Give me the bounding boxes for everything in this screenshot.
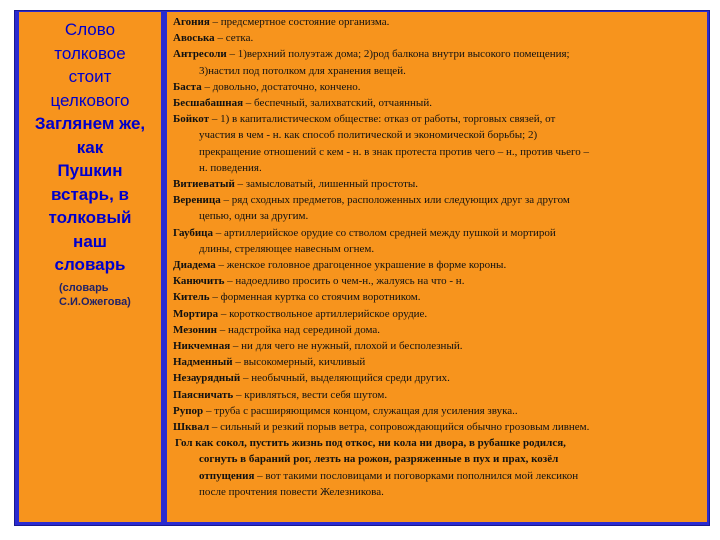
glossary-entry bbox=[173, 306, 703, 322]
entry-term: Рупор bbox=[173, 404, 204, 417]
entry-definition: – довольно, достаточно, кончено. bbox=[201, 80, 361, 93]
glossary-entry bbox=[173, 354, 703, 370]
entry-term: Никчемная bbox=[173, 340, 231, 353]
entry-line bbox=[173, 273, 703, 289]
proverb-text: – вот такими пословицами и поговорками пополнился мой лексикон bbox=[254, 469, 579, 482]
entry-definition: – женское головное драгоценное украшение в форме короны. bbox=[215, 259, 507, 272]
quote-line: как bbox=[76, 137, 104, 157]
entry-definition: – короткоствольное артиллерийское орудие. bbox=[218, 307, 428, 320]
quote-line: толковое bbox=[54, 43, 126, 63]
quote-line: Заглянем же, bbox=[34, 114, 146, 133]
entry-term: Баста bbox=[173, 80, 202, 93]
proverbs-paragraph bbox=[173, 435, 703, 500]
entry-term: Китель bbox=[173, 291, 210, 304]
proverb-line: согнуть в бараний рог, лезть на рожон, разряженные в пух и прах, козёл bbox=[199, 453, 559, 466]
entry-definition: – беспечный, залихватский, отчаянный. bbox=[243, 97, 432, 110]
entry-term: Шквал bbox=[173, 421, 210, 434]
quote-line: стоит bbox=[68, 67, 112, 86]
entry-term: Канючить bbox=[173, 275, 225, 288]
glossary-entry bbox=[173, 387, 703, 403]
glossary-entry bbox=[173, 79, 703, 95]
entry-term: Вереница bbox=[173, 194, 221, 207]
entry-term: Паясничать bbox=[173, 388, 234, 401]
entry-line bbox=[173, 192, 703, 208]
entry-term: Авоська bbox=[173, 32, 215, 45]
entry-definition: – 1)верхний полуэтаж дома; 2)род балкона внутри высокого помещения; bbox=[226, 48, 570, 61]
entry-definition: – кривляться, вести себя шутом. bbox=[233, 388, 388, 401]
entry-line bbox=[173, 419, 703, 435]
entry-line bbox=[173, 257, 703, 273]
entry-term: Агония bbox=[173, 16, 210, 28]
quote-line: Пушкин bbox=[57, 161, 123, 180]
entry-continuation: длины, стреляющее навесным огнем. bbox=[199, 242, 375, 255]
entry-definition: – форменная куртка со стоячим воротником. bbox=[209, 291, 421, 304]
entry-continuation: цепью, одни за другим. bbox=[199, 210, 309, 223]
glossary-panel bbox=[167, 12, 707, 522]
entry-definition: – высокомерный, кичливый bbox=[232, 356, 366, 369]
proverb-line: после прочтения повести Железникова. bbox=[199, 485, 384, 498]
entry-term: Мезонин bbox=[173, 323, 217, 336]
entry-continuation: участия в чем - н. как способ политической и экономической борьбы; 2) bbox=[199, 129, 538, 142]
entry-line bbox=[173, 46, 703, 62]
glossary-entry bbox=[173, 111, 703, 176]
glossary-entry bbox=[173, 273, 703, 289]
epigraph-quote bbox=[19, 18, 161, 277]
entry-line bbox=[173, 338, 703, 354]
glossary-entry bbox=[173, 176, 703, 192]
entry-line bbox=[173, 225, 703, 241]
glossary-entry bbox=[173, 225, 703, 257]
entry-definition: – замысловатый, лишенный простоты. bbox=[234, 178, 419, 191]
glossary-entry bbox=[173, 338, 703, 354]
entry-line bbox=[173, 387, 703, 403]
proverb-line: Гол как сокол, пустить жизнь под откос, ни кола ни двора, в рубашке родился, bbox=[175, 437, 566, 450]
glossary-entry bbox=[173, 95, 703, 111]
entry-line bbox=[173, 30, 703, 46]
glossary-entry bbox=[173, 46, 703, 78]
proverb-line bbox=[173, 468, 703, 484]
entry-term: Надменный bbox=[173, 356, 233, 369]
entry-definition: – надоедливо просить о чем-н., жалуясь на что - н. bbox=[224, 275, 465, 288]
quote-line: целкового bbox=[50, 90, 130, 110]
entry-line bbox=[173, 79, 703, 95]
proverb-term: отпущения bbox=[199, 469, 255, 482]
entry-line bbox=[173, 14, 703, 30]
glossary-entry bbox=[173, 14, 703, 30]
source-line: (словарь bbox=[59, 281, 109, 294]
entry-continuation: н. поведения. bbox=[199, 161, 262, 174]
entry-definition: – сетка. bbox=[214, 32, 254, 45]
entry-line bbox=[173, 322, 703, 338]
entry-definition: – 1) в капиталистическом обществе: отказ от работы, торговых связей, от bbox=[209, 113, 556, 126]
entry-definition: – надстройка над серединой дома. bbox=[217, 323, 381, 336]
entry-term: Гаубица bbox=[173, 226, 214, 239]
entry-continuation: прекращение отношений с кем - н. в знак протеста против чего – н., против чьего – bbox=[199, 145, 589, 158]
quote-line: встарь, в bbox=[51, 184, 129, 204]
entry-definition: – ни для чего не нужный, плохой и бесполезный. bbox=[230, 340, 463, 353]
entry-line bbox=[173, 289, 703, 305]
entry-term: Бойкот bbox=[173, 113, 210, 126]
epigraph-source bbox=[19, 281, 161, 309]
entry-term: Антресоли bbox=[173, 48, 227, 61]
quote-line: Слово bbox=[64, 20, 116, 39]
entry-line bbox=[173, 176, 703, 192]
entry-term: Мортира bbox=[173, 307, 219, 320]
entry-definition: – артиллерийское орудие со стволом средней между пушкой и мортирой bbox=[213, 226, 556, 239]
entry-term: Диадема bbox=[173, 259, 216, 272]
entry-term: Незаурядный bbox=[173, 372, 241, 385]
glossary-entry bbox=[173, 192, 703, 224]
entry-line bbox=[173, 403, 703, 419]
quote-line: словарь bbox=[54, 255, 126, 274]
entry-term: Витиеватый bbox=[173, 178, 235, 191]
entry-definition: – предсмертное состояние организма. bbox=[209, 16, 390, 28]
entry-line bbox=[173, 370, 703, 386]
entry-definition: – необычный, выделяющийся среди других. bbox=[240, 372, 450, 385]
entry-line bbox=[173, 354, 703, 370]
entry-definition: – труба с расширяющимся концом, служащая для усиления звука.. bbox=[203, 404, 518, 417]
glossary-entry bbox=[173, 370, 703, 386]
epigraph-panel bbox=[19, 12, 161, 522]
quote-line: наш bbox=[73, 231, 107, 251]
glossary-entry bbox=[173, 257, 703, 273]
entry-term: Бесшабашная bbox=[173, 97, 244, 110]
glossary-list bbox=[173, 14, 703, 435]
glossary-entry bbox=[173, 419, 703, 435]
entry-definition: – сильный и резкий порыв ветра, сопровождающийся обычно грозовым ливнем. bbox=[209, 421, 590, 434]
quote-line: толковый bbox=[48, 208, 132, 227]
entry-continuation: 3)настил под потолком для хранения вещей. bbox=[199, 64, 406, 77]
entry-definition: – ряд сходных предметов, расположенных или следующих друг за другом bbox=[220, 194, 570, 207]
source-line: С.И.Ожегова) bbox=[59, 295, 131, 308]
glossary-entry bbox=[173, 403, 703, 419]
glossary-entry bbox=[173, 30, 703, 46]
entry-line bbox=[173, 111, 703, 127]
glossary-entry bbox=[173, 289, 703, 305]
glossary-entry bbox=[173, 322, 703, 338]
entry-line bbox=[173, 306, 703, 322]
entry-line bbox=[173, 95, 703, 111]
